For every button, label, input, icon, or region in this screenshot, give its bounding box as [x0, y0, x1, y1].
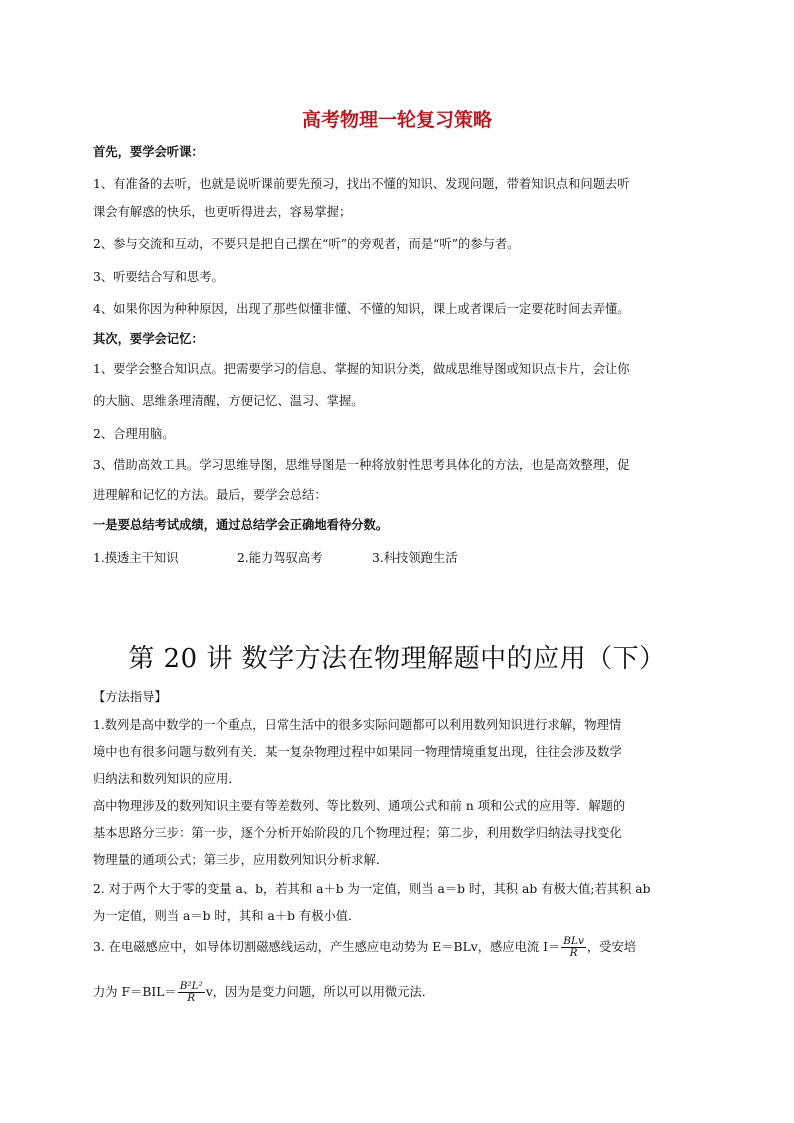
section2-p3-line2: 进理解和记忆的方法。最后，要学会总结：: [93, 488, 327, 502]
method2-line1: 2. 对于两个大于零的变量 a、b，若其和 a＋b 为一定值，则当 a＝b 时，其积 ab 有极大值;若其积 ab: [93, 882, 651, 896]
fraction-denominator: R: [187, 992, 196, 1005]
section1-p2: 2、参与交流和互动，不要只是把自己摆在“听”的旁观者，而是“听”的参与者。: [93, 237, 520, 251]
document-title: 高考物理一轮复习策略: [301, 109, 492, 131]
method3-line2-tail: v，因为是变力问题，所以可以用微元法．: [205, 985, 435, 1000]
section1-p4: 4、如果你因为种种原因，出现了那些似懂非懂、不懂的知识，课上或者课后一定要花时间去弄懂。: [93, 302, 630, 316]
section2-heading: 其次，要学会记忆：: [93, 332, 204, 346]
method3-line1: [93, 936, 636, 959]
feature-item: 1.摸透主干知识: [93, 551, 179, 565]
method2-line2: 为一定值，则当 a＝b 时，其和 a＋b 有极小值．: [93, 909, 361, 923]
method3-line2: [93, 981, 434, 1004]
fraction-numerator: BLv: [563, 935, 584, 947]
section1-p3: 3、听要结合写和思考。: [93, 270, 224, 284]
section2-p1-line2: 的大脑、思维条理清醒，方便记忆、温习、掌握。: [93, 394, 364, 408]
method1-line4: 高中物理涉及的数列知识主要有等差数列、等比数列、通项公式和前 n 项和公式的应用等．解题的: [93, 799, 626, 813]
method1-line6: 物理量的通项公式；第三步，应用数列知识分析求解．: [93, 853, 389, 867]
method1-line3: 归纳法和数列知识的应用．: [93, 772, 241, 786]
formula-fraction: [178, 981, 205, 1004]
section2-p3-line1: 3、借助高效工具。学习思维导图，思维导图是一种将放射性思考具体化的方法，也是高效整理，促: [93, 458, 630, 472]
feature-item: 3.科技领跑生活: [372, 551, 458, 565]
method-heading: 【方法指导】: [93, 690, 167, 704]
fraction-numerator: B²L²: [179, 980, 203, 992]
section1-heading: 首先，要学会听课：: [93, 145, 204, 159]
method3-line1-tail: ，受安培: [586, 940, 637, 955]
section2-p1-line1: 1、要学会整合知识点。把需要学习的信息、掌握的知识分类，做成思维导图或知识点卡片，会让你: [93, 362, 630, 376]
method1-line1: 1.数列是高中数学的一个重点，日常生活中的很多实际问题都可以利用数列知识进行求解，物理情: [93, 718, 622, 732]
section1-p1-line1: 1、有准备的去听，也就是说听课前要先预习，找出不懂的知识、发现问题，带着知识点和问题去听: [93, 177, 630, 191]
fraction-denominator: R: [569, 947, 578, 960]
summary-bold: 一是要总结考试成绩，通过总结学会正确地看待分数。: [93, 518, 389, 532]
method3-line1-text: 3. 在电磁感应中，如导体切割磁感线运动，产生感应电动势为 E＝BLv，感应电流 I＝: [93, 940, 561, 955]
lesson-title: 第 20 讲 数学方法在物理解题中的应用（下）: [128, 644, 666, 674]
method3-line2-text: 力为 F＝BIL＝: [93, 985, 177, 1000]
method1-line2: 境中也有很多问题与数列有关．某一复杂物理过程中如果同一物理情境重复出现，往往会涉及数学: [93, 745, 622, 759]
method1-line5: 基本思路分三步：第一步，逐个分析开始阶段的几个物理过程；第二步，利用数学归纳法寻找变化: [93, 826, 622, 840]
section2-p2: 2、合理用脑。: [93, 427, 175, 441]
section1-p1-line2: 课会有解惑的快乐，也更听得进去，容易掌握；: [93, 205, 352, 219]
formula-fraction: [561, 936, 586, 959]
feature-item: 2.能力驾驭高考: [237, 551, 323, 565]
